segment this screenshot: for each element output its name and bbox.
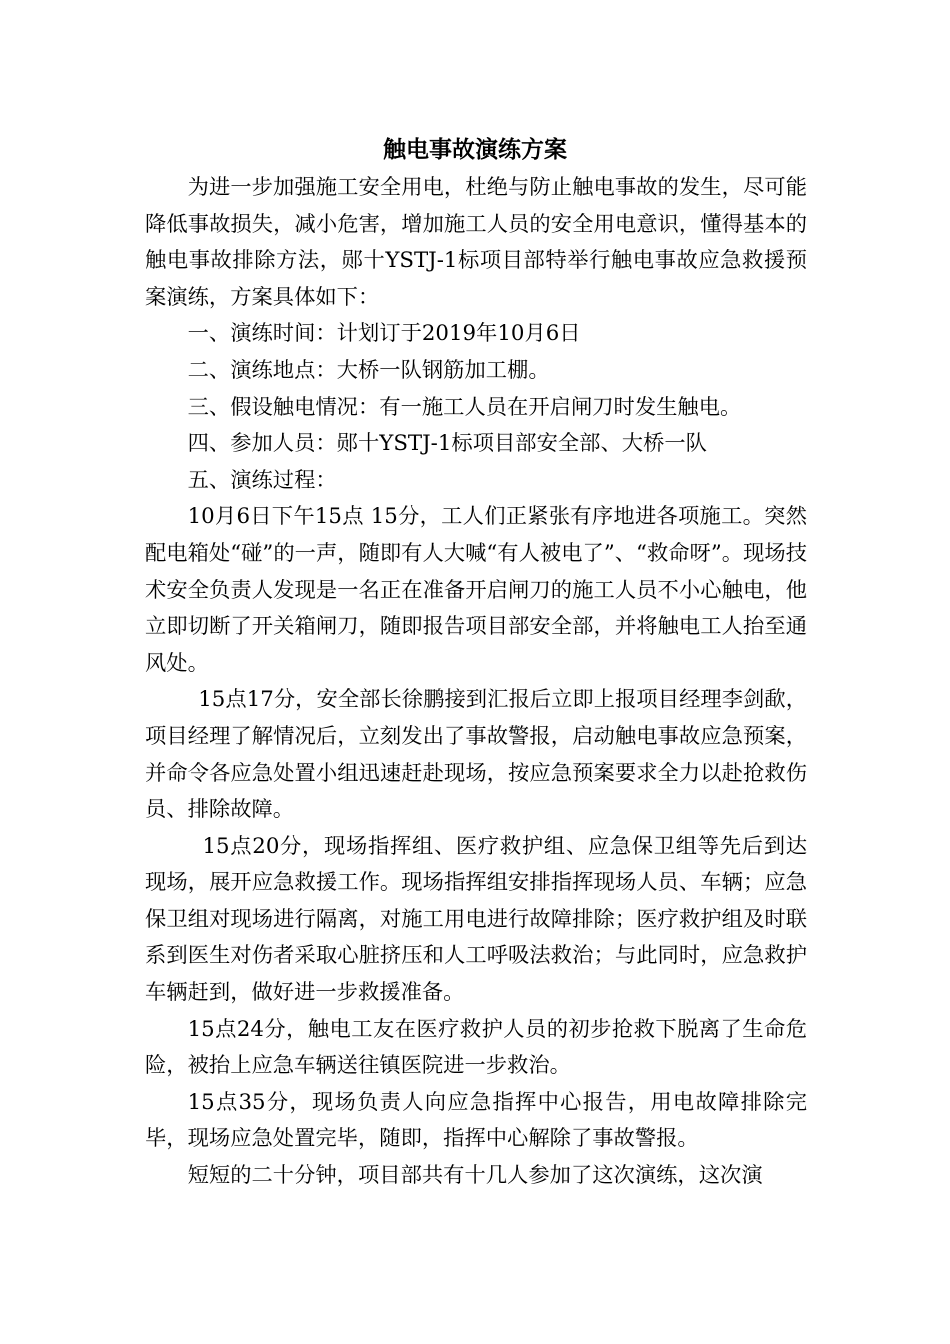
paragraph-summary: 短短的二十分钟，项目部共有十几人参加了这次演练，这次演 bbox=[187, 1163, 763, 1189]
document-body bbox=[145, 170, 807, 1195]
paragraph-scenario: 三、假设触电情况：有一施工人员在开启闸刀时发生触电。 bbox=[187, 394, 742, 420]
paragraph-intro: 为进一步加强施工安全用电，杜绝与防止触电事故的发生，尽可能降低事故损失，减小危害，增加施工人员的安全用电意识，懂得基本的触电事故排除方法，郧十YSTJ-1标项目部特举行触电事故应急救援预案演练，方案具体如下： bbox=[145, 175, 807, 310]
paragraph-completion: 15点35分，现场负责人向应急指挥中心报告，用电故障排除完毕，现场应急处置完毕，随即，指挥中心解除了事故警报。 bbox=[145, 1089, 807, 1152]
paragraph-time: 一、演练时间：计划订于2019年10月6日 bbox=[187, 321, 581, 347]
document-title: 触电事故演练方案 bbox=[383, 136, 567, 163]
paragraph-location: 二、演练地点：大桥一队钢筋加工棚。 bbox=[187, 357, 550, 383]
paragraph-participants: 四、参加人员：郧十YSTJ-1标项目部安全部、大桥一队 bbox=[187, 431, 707, 457]
paragraph-process-heading: 五、演练过程： bbox=[187, 467, 337, 493]
paragraph-rescue: 15点24分，触电工友在医疗救护人员的初步抢救下脱离了生命危险，被抬上应急车辆送往镇医院进一步救治。 bbox=[145, 1016, 807, 1079]
paragraph-response: 15点20分，现场指挥组、医疗救护组、应急保卫组等先后到达现场，展开应急救援工作。现场指挥组安排指挥现场人员、车辆；应急保卫组对现场进行隔离，对施工用电进行故障排除；医疗救护组及时联系到医生对伤者采取心脏挤压和人工呼吸法救治；与此同时，应急救护车辆赶到，做好进一步救援准备。 bbox=[145, 833, 807, 1006]
paragraph-report: 15点17分，安全部长徐鹏接到汇报后立即上报项目经理李剑歃，项目经理了解情况后，立刻发出了事故警报，启动触电事故应急预案，并命令各应急处置小组迅速赶赴现场，按应急预案要求全力以赴抢救伤员、排除故障。 bbox=[145, 687, 807, 823]
paragraph-event-start: 10月6日下午15点 15分，工人们正紧张有序地进各项施工。突然配电箱处“碰”的一声，随即有人大喊“有人被电了”、“救命呀”。现场技术安全负责人发现是一名正在准备开启闸刀的施工人员不小心触电，他立即切断了开关箱闸刀，随即报告项目部安全部，并将触电工人抬至通风处。 bbox=[145, 504, 807, 676]
